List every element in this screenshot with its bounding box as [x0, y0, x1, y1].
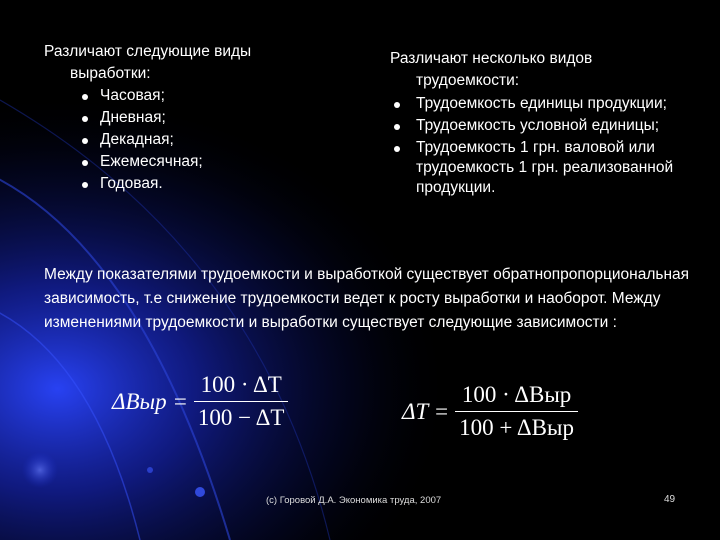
left-intro	[44, 41, 344, 85]
left-intro-line2: выработки:	[70, 65, 151, 82]
right-intro-line2: трудоемкости:	[416, 72, 520, 89]
list-item	[44, 129, 344, 151]
formula-labor-intensity-change	[402, 382, 578, 441]
bullet-icon	[82, 182, 88, 188]
list-item-label: Часовая;	[100, 87, 165, 104]
bullet-icon	[82, 138, 88, 144]
formula-fraction	[455, 382, 578, 441]
list-item-label: Трудоемкость условной единицы;	[416, 117, 660, 134]
list-item-label: Трудоемкость единицы продукции;	[416, 95, 667, 112]
bullet-icon	[394, 124, 400, 130]
right-bullet-list	[390, 94, 700, 198]
list-item	[44, 107, 344, 129]
list-item-label: Годовая.	[100, 175, 163, 192]
footer-credit: (c) Горовой Д.А. Экономика труда, 2007	[266, 495, 442, 506]
list-item	[44, 85, 344, 107]
list-item	[390, 138, 700, 198]
bullet-icon	[394, 102, 400, 108]
right-intro	[390, 48, 700, 92]
right-intro-line1: Различают несколько видов	[390, 50, 593, 67]
formula-numerator: 100 · ΔT	[200, 372, 282, 397]
list-item-label: Декадная;	[100, 131, 174, 148]
left-intro-line1: Различают следующие виды	[44, 43, 252, 60]
formula-numerator: 100 · ΔВыр	[461, 382, 572, 407]
list-item-label: Ежемесячная;	[100, 153, 203, 170]
list-item-label: Трудоемкость 1 грн. валовой или трудоемкость 1 грн. реализованной продукции.	[416, 139, 674, 196]
page-number: 49	[664, 494, 676, 505]
formula-lhs: ΔВыр =	[112, 388, 188, 414]
formula-denominator: 100 + ΔВыр	[455, 411, 578, 441]
formula-output-change	[112, 372, 288, 431]
left-bullet-list	[44, 85, 344, 195]
right-column	[390, 48, 700, 198]
formula-lhs: ΔT =	[402, 398, 450, 424]
list-item	[390, 116, 700, 136]
left-column	[44, 41, 344, 195]
list-item	[44, 151, 344, 173]
formula-fraction	[194, 372, 289, 431]
body-paragraph: Между показателями трудоемкости и выработкой существует обратнопропорциональная зависимость, т.е снижение трудоемкости ведет к росту выработки и наоборот. Между изменениями трудоемкости и выработки существует следующие зависимости :	[44, 266, 690, 331]
formula-denominator: 100 − ΔT	[194, 401, 289, 431]
bullet-icon	[82, 116, 88, 122]
bullet-icon	[394, 146, 400, 152]
list-item	[44, 173, 344, 195]
list-item-label: Дневная;	[100, 109, 166, 126]
bullet-icon	[82, 94, 88, 100]
bullet-icon	[82, 160, 88, 166]
list-item	[390, 94, 700, 114]
